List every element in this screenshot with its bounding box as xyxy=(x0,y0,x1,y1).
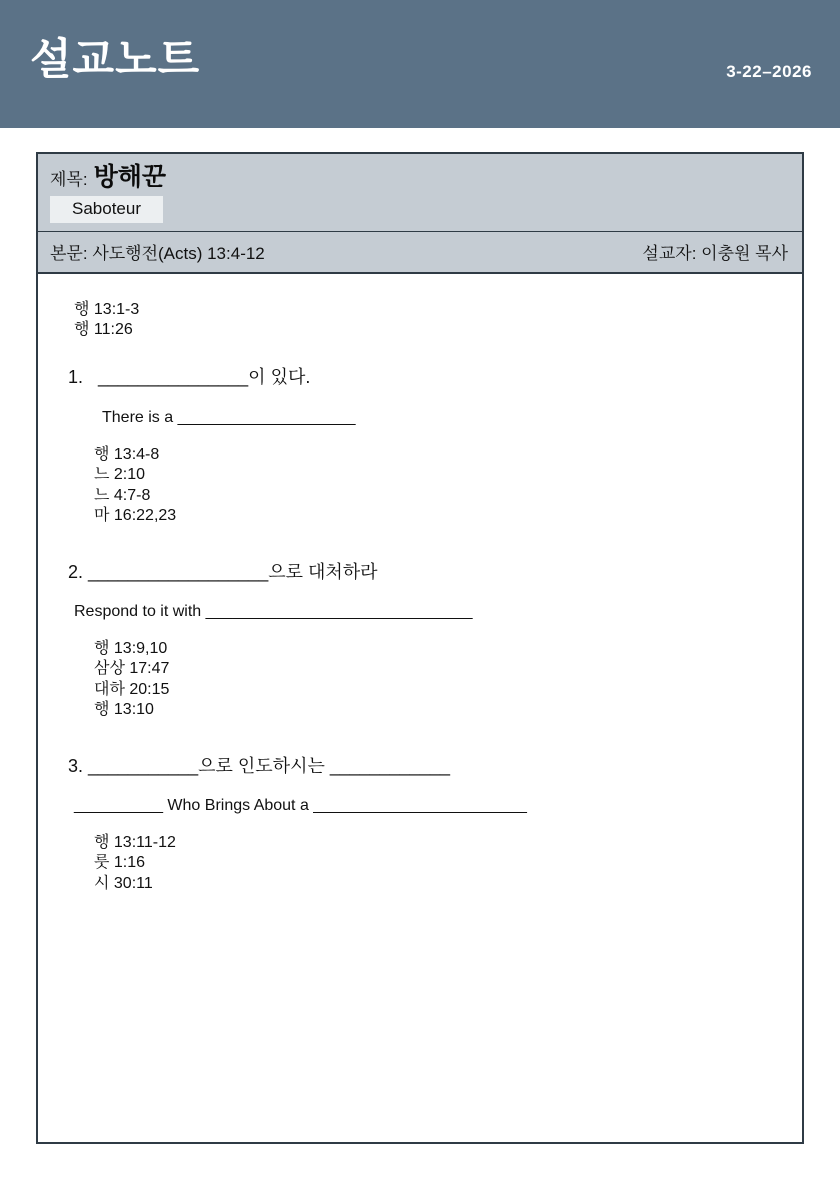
note-body xyxy=(38,274,802,895)
reference-line: 삼상 17:47 xyxy=(94,660,170,678)
reference-line: 룻 1:16 xyxy=(94,854,146,872)
point-heading-ko: 2. __________________으로 대처하라 xyxy=(68,561,378,582)
reference-line: 행 13:9,10 xyxy=(94,639,168,657)
reference-line: 대하 20:15 xyxy=(94,680,170,698)
title-label: 제목: xyxy=(50,170,88,189)
point-references xyxy=(38,639,802,721)
title-row xyxy=(38,154,802,192)
reference-line: 느 2:10 xyxy=(94,466,146,484)
preacher-info xyxy=(642,239,788,264)
reference-line: 행 13:1-3 xyxy=(74,300,140,318)
subtitle-row xyxy=(38,192,802,231)
scripture-value: 사도행전(Acts) 13:4-12 xyxy=(92,243,265,263)
reference-line: 행 13:10 xyxy=(94,701,154,719)
opening-references xyxy=(38,300,802,341)
point-references xyxy=(38,833,802,894)
point-references xyxy=(38,445,802,527)
page-header xyxy=(0,0,840,128)
point-heading-ko: 1. _______________이 있다. xyxy=(68,367,311,388)
reference-line: 마 16:22,23 xyxy=(94,507,177,525)
header-date: 3-22–2026 xyxy=(726,62,812,81)
note-card xyxy=(36,152,804,1144)
reference-line: 시 30:11 xyxy=(94,874,153,892)
sermon-point-2 xyxy=(38,561,802,721)
sermon-point-1 xyxy=(38,366,802,526)
sermon-subtitle: Saboteur xyxy=(50,196,163,223)
sermon-title: 방해꾼 xyxy=(93,163,167,191)
reference-line: 행 13:11-12 xyxy=(94,833,176,851)
sermon-point-3 xyxy=(38,755,802,895)
scripture-row xyxy=(38,231,802,272)
preacher-value: 이충원 목사 xyxy=(701,243,788,263)
point-heading-en: Respond to it with ______________________________ xyxy=(74,602,473,620)
note-meta-block xyxy=(38,154,802,274)
reference-line: 행 13:4-8 xyxy=(94,445,160,463)
scripture-label: 본문: xyxy=(50,243,88,263)
page-title: 설교노트 xyxy=(30,35,201,84)
preacher-label: 설교자: xyxy=(642,243,697,263)
reference-line: 느 4:7-8 xyxy=(94,486,151,504)
point-heading-en: There is a ____________________ xyxy=(102,408,356,426)
point-heading-en: __________ Who Brings About a ________________________ xyxy=(74,796,527,814)
point-heading-ko: 3. ___________으로 인도하시는 ____________ xyxy=(68,755,450,776)
reference-line: 행 11:26 xyxy=(74,320,133,338)
scripture-reference xyxy=(50,239,265,264)
